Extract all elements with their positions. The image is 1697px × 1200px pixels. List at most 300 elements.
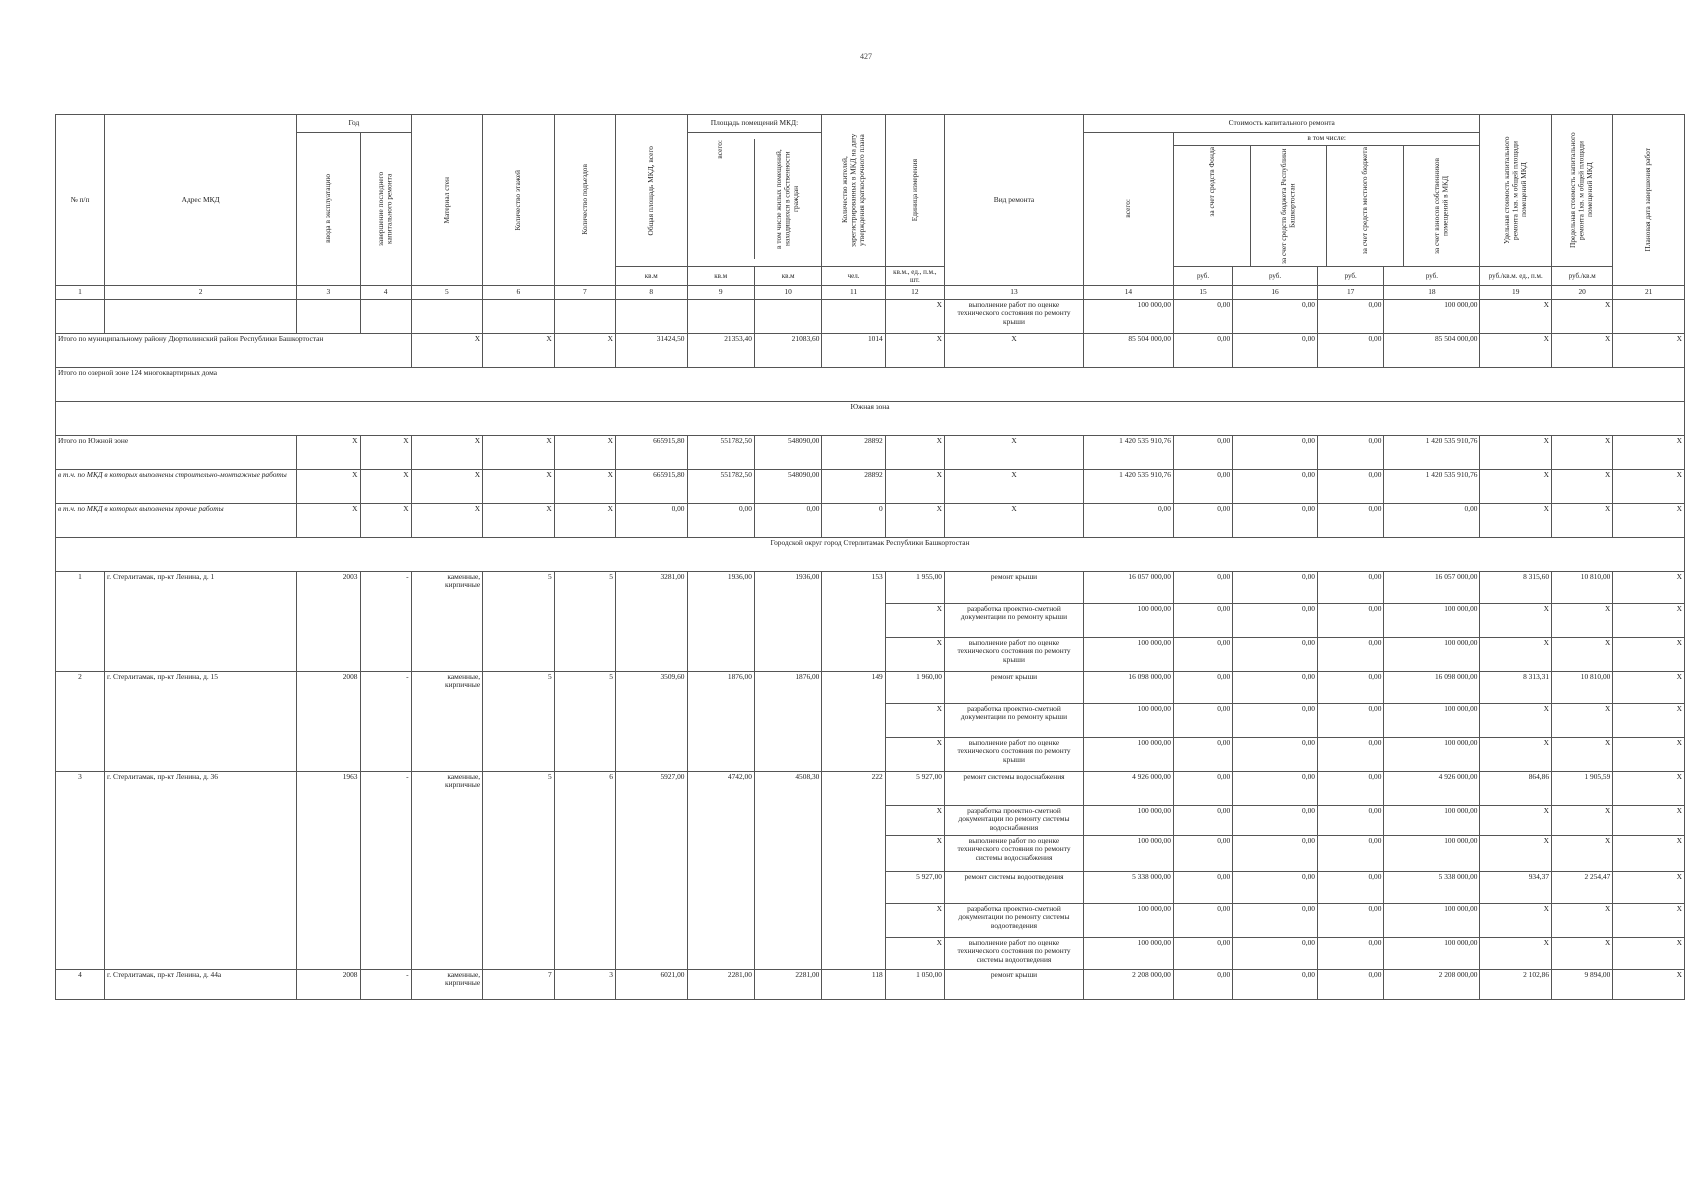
header-fund: за счет средств Фонда xyxy=(1206,146,1216,217)
cell-residents: 0 xyxy=(822,503,885,537)
cell-year-repair: - xyxy=(360,771,411,969)
cell-local-budget: 0,00 xyxy=(1317,671,1383,703)
cell-residents: 28892 xyxy=(822,435,885,469)
cell-unit: X xyxy=(885,703,944,737)
cell-local-budget: 0,00 xyxy=(1317,603,1383,637)
cell-total-area: 6021,00 xyxy=(615,969,687,999)
cell-floors: X xyxy=(483,469,555,503)
cell-unit-cost: X xyxy=(1480,937,1552,969)
cell-local-budget: 0,00 xyxy=(1317,771,1383,805)
cell-owners: 100 000,00 xyxy=(1384,805,1480,835)
cell-cost-total: 100 000,00 xyxy=(1083,805,1173,835)
cell-local-budget: 0,00 xyxy=(1317,703,1383,737)
unit-owners: руб. xyxy=(1384,266,1480,285)
cell-repair-type: выполнение работ по оценке технического состояния по ремонту системы водоотведения xyxy=(945,937,1084,969)
cell-owners: 100 000,00 xyxy=(1384,835,1480,871)
header-local-budget: за счет средств местного бюджета xyxy=(1359,146,1369,254)
column-number: 10 xyxy=(754,285,821,299)
lake-zone-total-label: Итого по озерной зоне 124 многоквартирных дома xyxy=(56,367,1685,401)
unit-total-area: кв.м xyxy=(615,266,687,285)
cell-max-cost: X xyxy=(1552,737,1613,771)
cell-date: X xyxy=(1613,871,1685,903)
header-year-built: ввода в эксплуатацию xyxy=(323,174,333,244)
cell-entrances: 5 xyxy=(554,571,615,671)
cell-entrances: X xyxy=(554,333,615,367)
building-address: г. Стерлитамак, пр-кт Ленина, д. 15 xyxy=(105,671,297,771)
cell-repair-type: выполнение работ по оценке технического состояния по ремонту крыши xyxy=(945,299,1084,333)
cell-unit-cost: 2 102,86 xyxy=(1480,969,1552,999)
south-zone-title: Южная зона xyxy=(56,401,1685,435)
cell-total-area: 3509,60 xyxy=(615,671,687,771)
cell-area-all: 551782,50 xyxy=(687,435,754,469)
cell-material: X xyxy=(411,333,483,367)
cell-owners: 100 000,00 xyxy=(1384,937,1480,969)
column-number: 21 xyxy=(1613,285,1685,299)
cell-rb-budget: 0,00 xyxy=(1233,637,1318,671)
cell-rb-budget: 0,00 xyxy=(1233,333,1318,367)
cell-year-built: 2008 xyxy=(297,969,360,999)
cell-area-living: 21083,60 xyxy=(754,333,821,367)
column-number: 5 xyxy=(411,285,483,299)
header-rb-budget: за счет средств бюджета Республики Башкортостан xyxy=(1278,147,1297,264)
unit-unit-cost: руб./кв.м. ед., п.м. xyxy=(1480,266,1552,285)
cell-repair-type: X xyxy=(945,435,1084,469)
cell-local-budget: 0,00 xyxy=(1317,903,1383,937)
cell-max-cost: X xyxy=(1552,603,1613,637)
cell-fund: 0,00 xyxy=(1173,435,1232,469)
cell-floors: 7 xyxy=(483,969,555,999)
cell-cost-total: 100 000,00 xyxy=(1083,737,1173,771)
cell-max-cost: X xyxy=(1552,637,1613,671)
cell-fund: 0,00 xyxy=(1173,333,1232,367)
cell-area-living: 548090,00 xyxy=(754,435,821,469)
cell-unit-cost: 864,86 xyxy=(1480,771,1552,805)
cell-area-all: 21353,40 xyxy=(687,333,754,367)
cell-local-budget: 0,00 xyxy=(1317,871,1383,903)
cell-floors: X xyxy=(483,435,555,469)
unit-area-living: кв.м xyxy=(754,266,821,285)
cell-rb-budget: 0,00 xyxy=(1233,805,1318,835)
cell-fund: 0,00 xyxy=(1173,469,1232,503)
cell-year-built: X xyxy=(297,469,360,503)
cell-unit-cost: X xyxy=(1480,737,1552,771)
cell-residents: 222 xyxy=(822,771,885,969)
cell-fund: 0,00 xyxy=(1173,871,1232,903)
lake-zone-total-row xyxy=(56,367,1685,401)
cell-cost-total: 100 000,00 xyxy=(1083,903,1173,937)
header-repair-type: Вид ремонта xyxy=(945,115,1084,286)
cell-local-budget: 0,00 xyxy=(1317,435,1383,469)
cell-max-cost: 10 810,00 xyxy=(1552,671,1613,703)
header-area-group: Площадь помещений МКД: xyxy=(687,115,822,133)
cell-fund: 0,00 xyxy=(1173,503,1232,537)
cell-fund: 0,00 xyxy=(1173,771,1232,805)
cell-cost-total: 4 926 000,00 xyxy=(1083,771,1173,805)
cell-owners: 85 504 000,00 xyxy=(1384,333,1480,367)
capital-repair-table xyxy=(55,114,1685,1000)
column-number: 14 xyxy=(1083,285,1173,299)
table-row xyxy=(56,969,1685,999)
cell-owners: 1 420 535 910,76 xyxy=(1384,435,1480,469)
cell-total-area: 3281,00 xyxy=(615,571,687,671)
cell-year-built: X xyxy=(297,435,360,469)
cell-entrances: 6 xyxy=(554,771,615,969)
cell-local-budget: 0,00 xyxy=(1317,503,1383,537)
header-unit: Единица измерения xyxy=(909,159,919,222)
cell-unit: X xyxy=(885,435,944,469)
cell-repair-type: разработка проектно-сметной документации по ремонту крыши xyxy=(945,603,1084,637)
cell-floors: 5 xyxy=(483,771,555,969)
cell-owners: 100 000,00 xyxy=(1384,299,1480,333)
cell-owners: 4 926 000,00 xyxy=(1384,771,1480,805)
cell-max-cost: X xyxy=(1552,937,1613,969)
unit-max-cost: руб./кв.м xyxy=(1552,266,1613,285)
cell-unit: 5 927,00 xyxy=(885,871,944,903)
building-number: 3 xyxy=(56,771,105,969)
column-number: 4 xyxy=(360,285,411,299)
cell-year-repair: X xyxy=(360,503,411,537)
cell-cost-total: 100 000,00 xyxy=(1083,603,1173,637)
cell-rb-budget: 0,00 xyxy=(1233,469,1318,503)
cell-repair-type: разработка проектно-сметной документации по ремонту системы водоснабжения xyxy=(945,805,1084,835)
cell-fund: 0,00 xyxy=(1173,903,1232,937)
column-number: 19 xyxy=(1480,285,1552,299)
cell-unit-cost: X xyxy=(1480,333,1552,367)
cell-area-all: 1936,00 xyxy=(687,571,754,671)
south-zone-title-row xyxy=(56,401,1685,435)
table-body xyxy=(56,299,1685,999)
building-number: 1 xyxy=(56,571,105,671)
cell-unit: X xyxy=(885,469,944,503)
cell-area-living: 1876,00 xyxy=(754,671,821,771)
cell-unit: X xyxy=(885,603,944,637)
cell-repair-type: ремонт крыши xyxy=(945,969,1084,999)
cell-owners: 100 000,00 xyxy=(1384,637,1480,671)
header-including: в том числе: xyxy=(1174,133,1480,145)
table-row xyxy=(56,771,1685,805)
cell-area-living: 4508,30 xyxy=(754,771,821,969)
column-number: 2 xyxy=(105,285,297,299)
cell-fund: 0,00 xyxy=(1173,603,1232,637)
cell-rb-budget: 0,00 xyxy=(1233,835,1318,871)
cell-max-cost: X xyxy=(1552,469,1613,503)
column-number: 1 xyxy=(56,285,105,299)
cell-cost-total: 100 000,00 xyxy=(1083,835,1173,871)
cell-total-area: 0,00 xyxy=(615,503,687,537)
cell-owners: 100 000,00 xyxy=(1384,703,1480,737)
cell-repair-type: ремонт крыши xyxy=(945,671,1084,703)
cell-owners: 16 057 000,00 xyxy=(1384,571,1480,603)
cell-residents: 153 xyxy=(822,571,885,671)
cell-unit-cost: X xyxy=(1480,903,1552,937)
unit-residents: чел. xyxy=(822,266,885,285)
cell-max-cost: 9 894,00 xyxy=(1552,969,1613,999)
column-number: 18 xyxy=(1384,285,1480,299)
cell-fund: 0,00 xyxy=(1173,703,1232,737)
cell-cost-total: 1 420 535 910,76 xyxy=(1083,435,1173,469)
cell-area-living: 1936,00 xyxy=(754,571,821,671)
cell-fund: 0,00 xyxy=(1173,835,1232,871)
cell-unit: X xyxy=(885,503,944,537)
header-number: № п/п xyxy=(56,115,105,286)
cell-year-built: X xyxy=(297,503,360,537)
cell-repair-type: X xyxy=(945,333,1084,367)
cell-local-budget: 0,00 xyxy=(1317,937,1383,969)
column-number: 16 xyxy=(1233,285,1318,299)
cell-max-cost: 2 254,47 xyxy=(1552,871,1613,903)
cell-date: X xyxy=(1613,805,1685,835)
cell-max-cost: X xyxy=(1552,299,1613,333)
cell-max-cost: 1 905,59 xyxy=(1552,771,1613,805)
district-total-row xyxy=(56,333,1685,367)
cell-unit: X xyxy=(885,835,944,871)
cell-material: каменные, кирпичные xyxy=(411,671,483,771)
column-number: 6 xyxy=(483,285,555,299)
cell-fund: 0,00 xyxy=(1173,571,1232,603)
cell-unit: 1 955,00 xyxy=(885,571,944,603)
column-number: 8 xyxy=(615,285,687,299)
cell-cost-total: 16 057 000,00 xyxy=(1083,571,1173,603)
cell-fund: 0,00 xyxy=(1173,671,1232,703)
cell-unit: 5 927,00 xyxy=(885,771,944,805)
cell-repair-type: ремонт системы водоотведения xyxy=(945,871,1084,903)
cell-unit-cost: X xyxy=(1480,603,1552,637)
column-number-row xyxy=(56,285,1685,299)
header-residents: Количество жителей, зарегистрированных в МКД на дату утверждения краткосрочного плана xyxy=(839,133,866,247)
cell-rb-budget: 0,00 xyxy=(1233,969,1318,999)
cell-rb-budget: 0,00 xyxy=(1233,571,1318,603)
cell-year-built: 2008 xyxy=(297,671,360,771)
city-title-row xyxy=(56,537,1685,571)
cell-rb-budget: 0,00 xyxy=(1233,871,1318,903)
cell-repair-type: X xyxy=(945,503,1084,537)
column-number: 3 xyxy=(297,285,360,299)
cell-date: X xyxy=(1613,737,1685,771)
column-number: 20 xyxy=(1552,285,1613,299)
cell-max-cost: X xyxy=(1552,503,1613,537)
header-area-living: в том числе жилых помещений, находящихся в собственности граждан xyxy=(774,149,801,250)
header-completion-date: Плановая дата завершения работ xyxy=(1643,148,1653,252)
cell-date: X xyxy=(1613,503,1685,537)
cell-floors: X xyxy=(483,503,555,537)
cell-owners: 100 000,00 xyxy=(1384,737,1480,771)
cell-date: X xyxy=(1613,671,1685,703)
city-title: Городской округ город Стерлитамак Республики Башкортостан xyxy=(56,537,1685,571)
cell-rb-budget: 0,00 xyxy=(1233,771,1318,805)
cell-year-repair: X xyxy=(360,469,411,503)
cell-local-budget: 0,00 xyxy=(1317,299,1383,333)
cell-max-cost: 10 810,00 xyxy=(1552,571,1613,603)
unit-measure: кв.м., ед., п.м., шт. xyxy=(885,266,944,285)
building-number: 4 xyxy=(56,969,105,999)
cell-material: каменные, кирпичные xyxy=(411,571,483,671)
cell-unit: X xyxy=(885,333,944,367)
column-number: 17 xyxy=(1317,285,1383,299)
cell-local-budget: 0,00 xyxy=(1317,969,1383,999)
cell-unit: X xyxy=(885,299,944,333)
table-row xyxy=(56,571,1685,603)
cell-date: X xyxy=(1613,637,1685,671)
column-number: 11 xyxy=(822,285,885,299)
header-wall-material: Материал стен xyxy=(441,176,451,224)
summary-row xyxy=(56,435,1685,469)
cell-floors: X xyxy=(483,333,555,367)
cell-date: X xyxy=(1613,469,1685,503)
cell-max-cost: X xyxy=(1552,333,1613,367)
cell-date: X xyxy=(1613,435,1685,469)
cell-rb-budget: 0,00 xyxy=(1233,503,1318,537)
cell-fund: 0,00 xyxy=(1173,299,1232,333)
cell-date: X xyxy=(1613,703,1685,737)
cell-unit-cost: X xyxy=(1480,469,1552,503)
cell-entrances: 5 xyxy=(554,671,615,771)
cell-total-area: 5927,00 xyxy=(615,771,687,969)
cell-cost-total: 85 504 000,00 xyxy=(1083,333,1173,367)
header-total-area: Общая площадь МКД, всего xyxy=(645,145,655,235)
cell-material: X xyxy=(411,469,483,503)
cell-repair-type: разработка проектно-сметной документации по ремонту системы водоотведения xyxy=(945,903,1084,937)
cell-unit: X xyxy=(885,937,944,969)
cell-max-cost: X xyxy=(1552,435,1613,469)
header-address: Адрес МКД xyxy=(105,115,297,286)
cell-unit-cost: X xyxy=(1480,435,1552,469)
page-number: 427 xyxy=(860,52,872,61)
cell-unit-cost: 8 313,31 xyxy=(1480,671,1552,703)
unit-fund: руб. xyxy=(1173,266,1232,285)
capital-repair-table-sheet xyxy=(55,114,1685,1000)
cell-year-built: 1963 xyxy=(297,771,360,969)
header-year-group: Год xyxy=(297,115,411,133)
cell-owners: 2 208 000,00 xyxy=(1384,969,1480,999)
unit-rb-budget: руб. xyxy=(1233,266,1318,285)
cell-date: X xyxy=(1613,969,1685,999)
cell-rb-budget: 0,00 xyxy=(1233,435,1318,469)
cell-entrances: 3 xyxy=(554,969,615,999)
cell-rb-budget: 0,00 xyxy=(1233,703,1318,737)
header-cost-group: Стоимость капитального ремонта xyxy=(1083,115,1480,133)
cell-local-budget: 0,00 xyxy=(1317,637,1383,671)
cell-unit: X xyxy=(885,903,944,937)
cell-cost-total: 2 208 000,00 xyxy=(1083,969,1173,999)
cell-rb-budget: 0,00 xyxy=(1233,937,1318,969)
cell-local-budget: 0,00 xyxy=(1317,333,1383,367)
cell-unit: X xyxy=(885,737,944,771)
cell-residents: 28892 xyxy=(822,469,885,503)
column-number: 9 xyxy=(687,285,754,299)
cell-local-budget: 0,00 xyxy=(1317,469,1383,503)
summary-row xyxy=(56,469,1685,503)
cell-area-all: 0,00 xyxy=(687,503,754,537)
cell-unit-cost: X xyxy=(1480,703,1552,737)
cell-max-cost: X xyxy=(1552,805,1613,835)
cell-owners: 1 420 535 910,76 xyxy=(1384,469,1480,503)
building-address: г. Стерлитамак, пр-кт Ленина, д. 36 xyxy=(105,771,297,969)
cell-unit-cost: 8 315,60 xyxy=(1480,571,1552,603)
header-floors: Количество этажей xyxy=(513,169,523,231)
cell-material: X xyxy=(411,503,483,537)
cell-repair-type: выполнение работ по оценке технического состояния по ремонту системы водоснабжения xyxy=(945,835,1084,871)
cell-owners: 100 000,00 xyxy=(1384,603,1480,637)
header-entrances: Количество подъездов xyxy=(579,164,589,236)
cell-date: X xyxy=(1613,571,1685,603)
cell-rb-budget: 0,00 xyxy=(1233,737,1318,771)
cell-owners: 5 338 000,00 xyxy=(1384,871,1480,903)
cell-unit-cost: X xyxy=(1480,503,1552,537)
cell-area-living: 0,00 xyxy=(754,503,821,537)
cell-entrances: X xyxy=(554,503,615,537)
cell-fund: 0,00 xyxy=(1173,637,1232,671)
cell-date: X xyxy=(1613,937,1685,969)
cell-total-area: 665915,80 xyxy=(615,469,687,503)
cell-entrances: X xyxy=(554,469,615,503)
cell-fund: 0,00 xyxy=(1173,805,1232,835)
table-row xyxy=(56,299,1685,333)
column-number: 15 xyxy=(1173,285,1232,299)
cell-material: каменные, кирпичные xyxy=(411,771,483,969)
cell-total-area: 31424,50 xyxy=(615,333,687,367)
cell-year-built: 2003 xyxy=(297,571,360,671)
cell-area-all: 2281,00 xyxy=(687,969,754,999)
cell-floors: 5 xyxy=(483,571,555,671)
cell-unit-cost: X xyxy=(1480,299,1552,333)
cell-area-all: 551782,50 xyxy=(687,469,754,503)
cell-date: X xyxy=(1613,903,1685,937)
table-row xyxy=(56,671,1685,703)
cell-residents: 149 xyxy=(822,671,885,771)
cell-cost-total: 0,00 xyxy=(1083,503,1173,537)
cell-area-all: 4742,00 xyxy=(687,771,754,969)
cell-cost-total: 5 338 000,00 xyxy=(1083,871,1173,903)
cell-local-budget: 0,00 xyxy=(1317,571,1383,603)
cell-area-living: 548090,00 xyxy=(754,469,821,503)
cell-owners: 16 098 000,00 xyxy=(1384,671,1480,703)
unit-area-all: кв.м xyxy=(687,266,754,285)
header-max-cost: Предельная стоимость капитального ремонта 1кв. м общей площади помещений МКД xyxy=(1568,132,1595,249)
building-address: г. Стерлитамак, пр-кт Ленина, д. 1 xyxy=(105,571,297,671)
header-owners: за счет взносов собственников помещений в МКД xyxy=(1432,157,1450,254)
cell-owners: 100 000,00 xyxy=(1384,903,1480,937)
cell-local-budget: 0,00 xyxy=(1317,737,1383,771)
summary-label: в т.ч. по МКД в которых выполнены прочие работы xyxy=(56,503,297,537)
cell-area-all: 1876,00 xyxy=(687,671,754,771)
cell-owners: 0,00 xyxy=(1384,503,1480,537)
cell-fund: 0,00 xyxy=(1173,937,1232,969)
cell-material: каменные, кирпичные xyxy=(411,969,483,999)
cell-unit: X xyxy=(885,637,944,671)
cell-date: X xyxy=(1613,771,1685,805)
cell-unit-cost: X xyxy=(1480,805,1552,835)
cell-local-budget: 0,00 xyxy=(1317,835,1383,871)
cell-year-repair: - xyxy=(360,571,411,671)
column-number: 13 xyxy=(945,285,1084,299)
column-number: 12 xyxy=(885,285,944,299)
cell-year-repair: - xyxy=(360,969,411,999)
table-header xyxy=(56,115,1685,300)
cell-date: X xyxy=(1613,603,1685,637)
summary-label: Итого по Южной зоне xyxy=(56,435,297,469)
header-unit-cost: Удельная стоимость капитального ремонта 1кв. м общей площади помещений МКД xyxy=(1501,136,1528,245)
cell-cost-total: 100 000,00 xyxy=(1083,637,1173,671)
cell-material: X xyxy=(411,435,483,469)
cell-max-cost: X xyxy=(1552,903,1613,937)
header-cost-total: всего: xyxy=(1123,199,1133,219)
cell-date: X xyxy=(1613,333,1685,367)
cell-cost-total: 16 098 000,00 xyxy=(1083,671,1173,703)
unit-local-budget: руб. xyxy=(1317,266,1383,285)
cell-fund: 0,00 xyxy=(1173,737,1232,771)
cell-max-cost: X xyxy=(1552,703,1613,737)
cell-fund: 0,00 xyxy=(1173,969,1232,999)
